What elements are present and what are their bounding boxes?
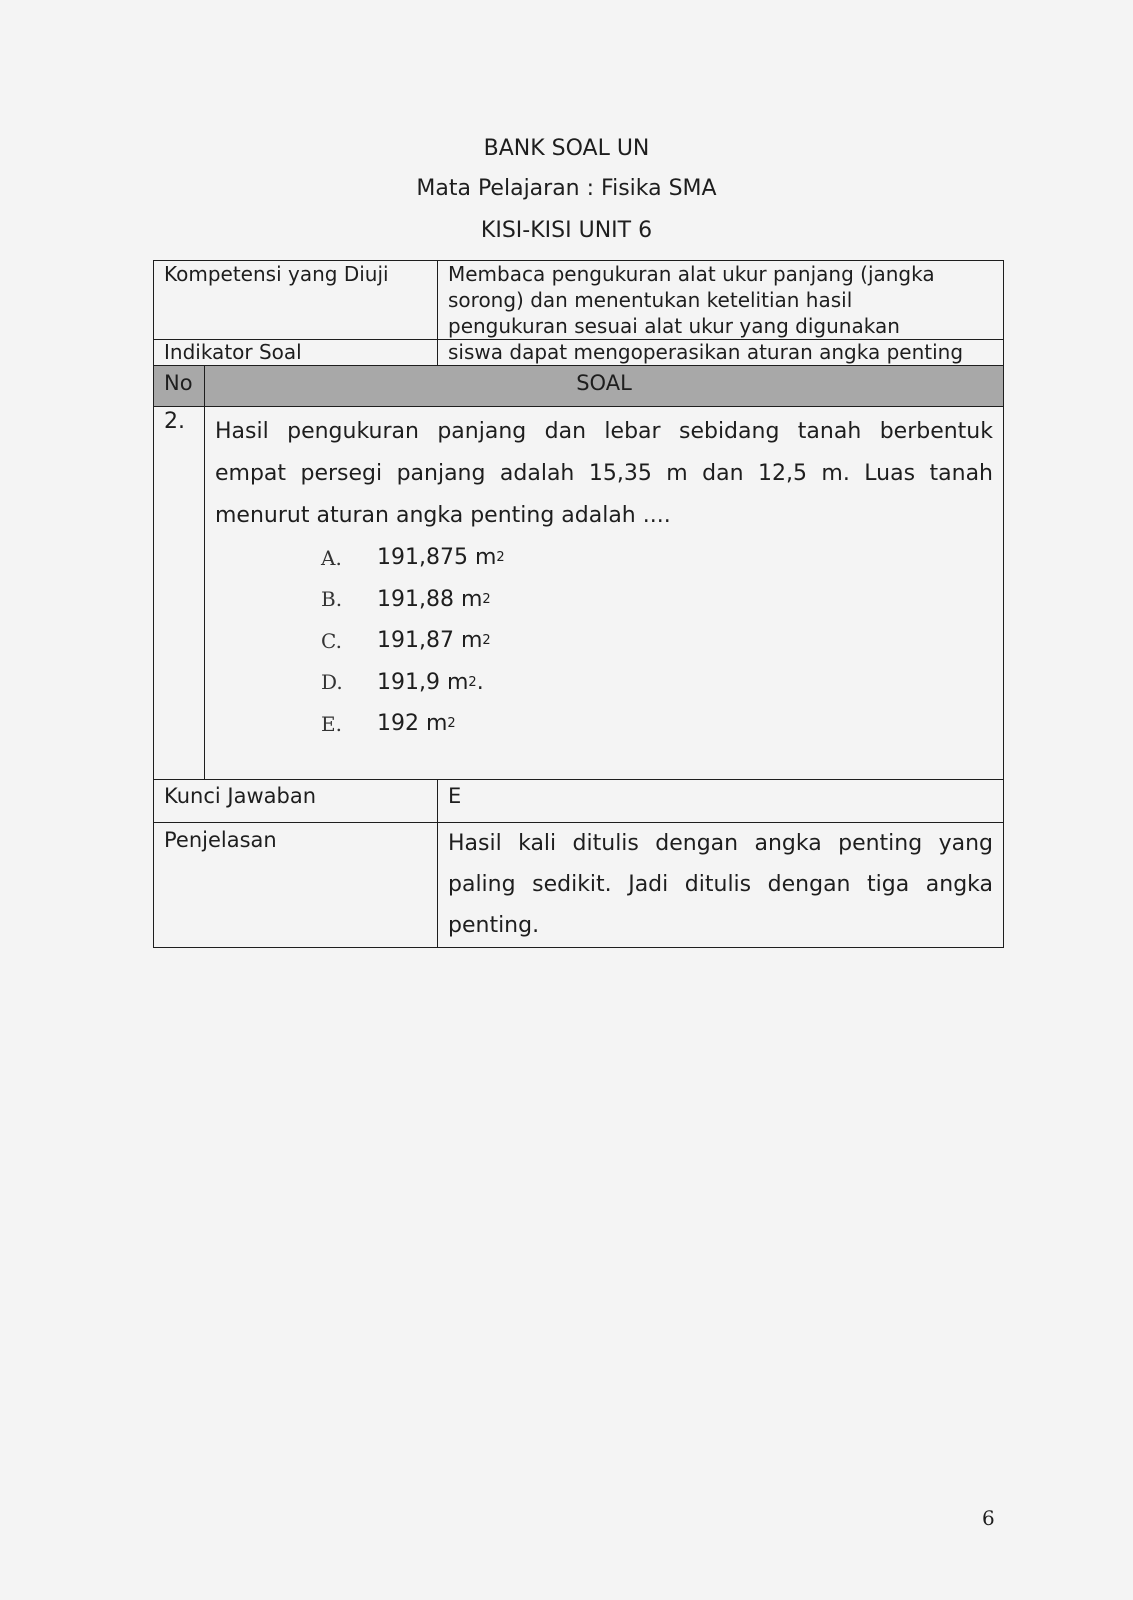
indikator-value: siswa dapat mengoperasikan aturan angka penting xyxy=(438,340,1004,366)
kompetensi-line: Membaca pengukuran alat ukur panjang (jangka xyxy=(448,262,935,286)
option-exponent: 2 xyxy=(447,716,456,732)
option-exponent: 2 xyxy=(482,633,491,649)
option-label: B. xyxy=(321,587,343,612)
question-line: empat persegi panjang adalah 15,35 m dan 12,5 m. Luas tanah xyxy=(215,461,993,486)
option-suffix: . xyxy=(476,669,484,695)
option-value: 191,875 m xyxy=(377,545,497,571)
subject-line: Mata Pelajaran : Fisika SMA xyxy=(416,176,717,201)
penjelasan-label: Penjelasan xyxy=(154,823,438,948)
option-exponent: 2 xyxy=(468,674,477,690)
document-title: BANK SOAL UN xyxy=(483,136,650,161)
explanation-text xyxy=(448,823,993,946)
option-label: C. xyxy=(321,628,342,653)
answer-options xyxy=(215,537,993,745)
option-e xyxy=(215,703,993,745)
option-value: 191,9 m xyxy=(377,669,469,695)
no-header: No xyxy=(154,366,205,407)
option-a xyxy=(215,537,993,579)
question-text xyxy=(215,411,993,537)
explanation-line: Hasil kali ditulis dengan angka penting yang xyxy=(448,831,993,856)
option-label: E. xyxy=(321,711,342,736)
unit-line: KISI-KISI UNIT 6 xyxy=(480,218,653,243)
option-label: A. xyxy=(321,545,342,570)
option-exponent: 2 xyxy=(496,550,505,566)
question-line: Hasil pengukuran panjang dan lebar sebidang tanah berbentuk xyxy=(215,419,993,444)
penjelasan-value xyxy=(438,823,1004,948)
option-label: D. xyxy=(321,670,343,695)
option-value: 191,88 m xyxy=(377,586,483,612)
page-number: 6 xyxy=(982,1506,995,1530)
question-cell xyxy=(205,407,1004,780)
kompetensi-label: Kompetensi yang Diuji xyxy=(154,261,438,340)
option-d xyxy=(215,662,993,704)
indikator-label: Indikator Soal xyxy=(154,340,438,366)
kunci-value: E xyxy=(438,780,1004,823)
option-c xyxy=(215,620,993,662)
question-number: 2. xyxy=(154,407,205,780)
question-line: menurut aturan angka penting adalah .... xyxy=(215,503,671,528)
question-table xyxy=(153,260,1004,948)
kompetensi-line: pengukuran sesuai alat ukur yang digunakan xyxy=(448,314,900,338)
option-exponent: 2 xyxy=(482,591,491,607)
option-value: 191,87 m xyxy=(377,628,483,654)
option-value: 192 m xyxy=(377,711,448,737)
kompetensi-value xyxy=(438,261,1004,340)
explanation-line: penting. xyxy=(448,913,540,938)
explanation-line: paling sedikit. Jadi ditulis dengan tiga angka xyxy=(448,872,993,897)
option-b xyxy=(215,579,993,621)
soal-header: SOAL xyxy=(205,366,1004,407)
kompetensi-line: sorong) dan menentukan ketelitian hasil xyxy=(448,288,853,312)
kunci-label: Kunci Jawaban xyxy=(154,780,438,823)
